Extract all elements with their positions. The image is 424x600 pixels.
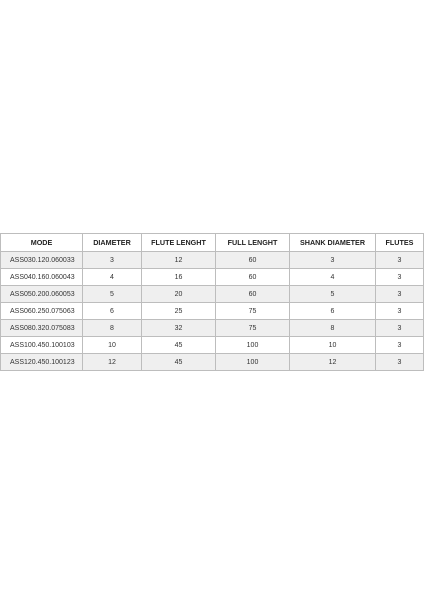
cell-shank-diameter: 8	[290, 320, 376, 337]
cell-shank-diameter: 4	[290, 269, 376, 286]
cell-flutes: 3	[376, 320, 424, 337]
cell-shank-diameter: 12	[290, 354, 376, 371]
table-row	[1, 320, 424, 337]
cell-flutes: 3	[376, 269, 424, 286]
header-flutes: FLUTES	[376, 234, 424, 252]
cell-flute-length: 45	[142, 337, 216, 354]
header-flute-length: FLUTE LENGHT	[142, 234, 216, 252]
cell-flute-length: 20	[142, 286, 216, 303]
cell-mode: ASS100.450.100103	[1, 337, 83, 354]
cell-full-length: 100	[216, 337, 290, 354]
cell-diameter: 5	[83, 286, 142, 303]
cell-mode: ASS120.450.100123	[1, 354, 83, 371]
cell-mode: ASS060.250.075063	[1, 303, 83, 320]
cell-diameter: 8	[83, 320, 142, 337]
cell-full-length: 60	[216, 286, 290, 303]
spec-table	[0, 233, 424, 371]
cell-mode: ASS050.200.060053	[1, 286, 83, 303]
cell-flute-length: 25	[142, 303, 216, 320]
cell-full-length: 60	[216, 269, 290, 286]
cell-flutes: 3	[376, 252, 424, 269]
cell-flutes: 3	[376, 286, 424, 303]
cell-full-length: 100	[216, 354, 290, 371]
header-row	[1, 234, 424, 252]
cell-flutes: 3	[376, 303, 424, 320]
header-diameter: DIAMETER	[83, 234, 142, 252]
cell-flute-length: 45	[142, 354, 216, 371]
cell-shank-diameter: 10	[290, 337, 376, 354]
table-row	[1, 286, 424, 303]
table-row	[1, 354, 424, 371]
cell-shank-diameter: 5	[290, 286, 376, 303]
cell-flute-length: 16	[142, 269, 216, 286]
cell-flutes: 3	[376, 337, 424, 354]
cell-mode: ASS030.120.060033	[1, 252, 83, 269]
cell-diameter: 3	[83, 252, 142, 269]
header-mode: MODE	[1, 234, 83, 252]
cell-full-length: 75	[216, 320, 290, 337]
cell-mode: ASS080.320.075083	[1, 320, 83, 337]
header-full-length: FULL LENGHT	[216, 234, 290, 252]
cell-full-length: 60	[216, 252, 290, 269]
cell-shank-diameter: 3	[290, 252, 376, 269]
table-row	[1, 337, 424, 354]
header-shank-diameter: SHANK DIAMETER	[290, 234, 376, 252]
cell-full-length: 75	[216, 303, 290, 320]
cell-flute-length: 12	[142, 252, 216, 269]
cell-shank-diameter: 6	[290, 303, 376, 320]
table-row	[1, 269, 424, 286]
table-row	[1, 303, 424, 320]
cell-diameter: 12	[83, 354, 142, 371]
cell-flute-length: 32	[142, 320, 216, 337]
cell-diameter: 10	[83, 337, 142, 354]
cell-diameter: 4	[83, 269, 142, 286]
cell-flutes: 3	[376, 354, 424, 371]
cell-diameter: 6	[83, 303, 142, 320]
cell-mode: ASS040.160.060043	[1, 269, 83, 286]
table-row	[1, 252, 424, 269]
